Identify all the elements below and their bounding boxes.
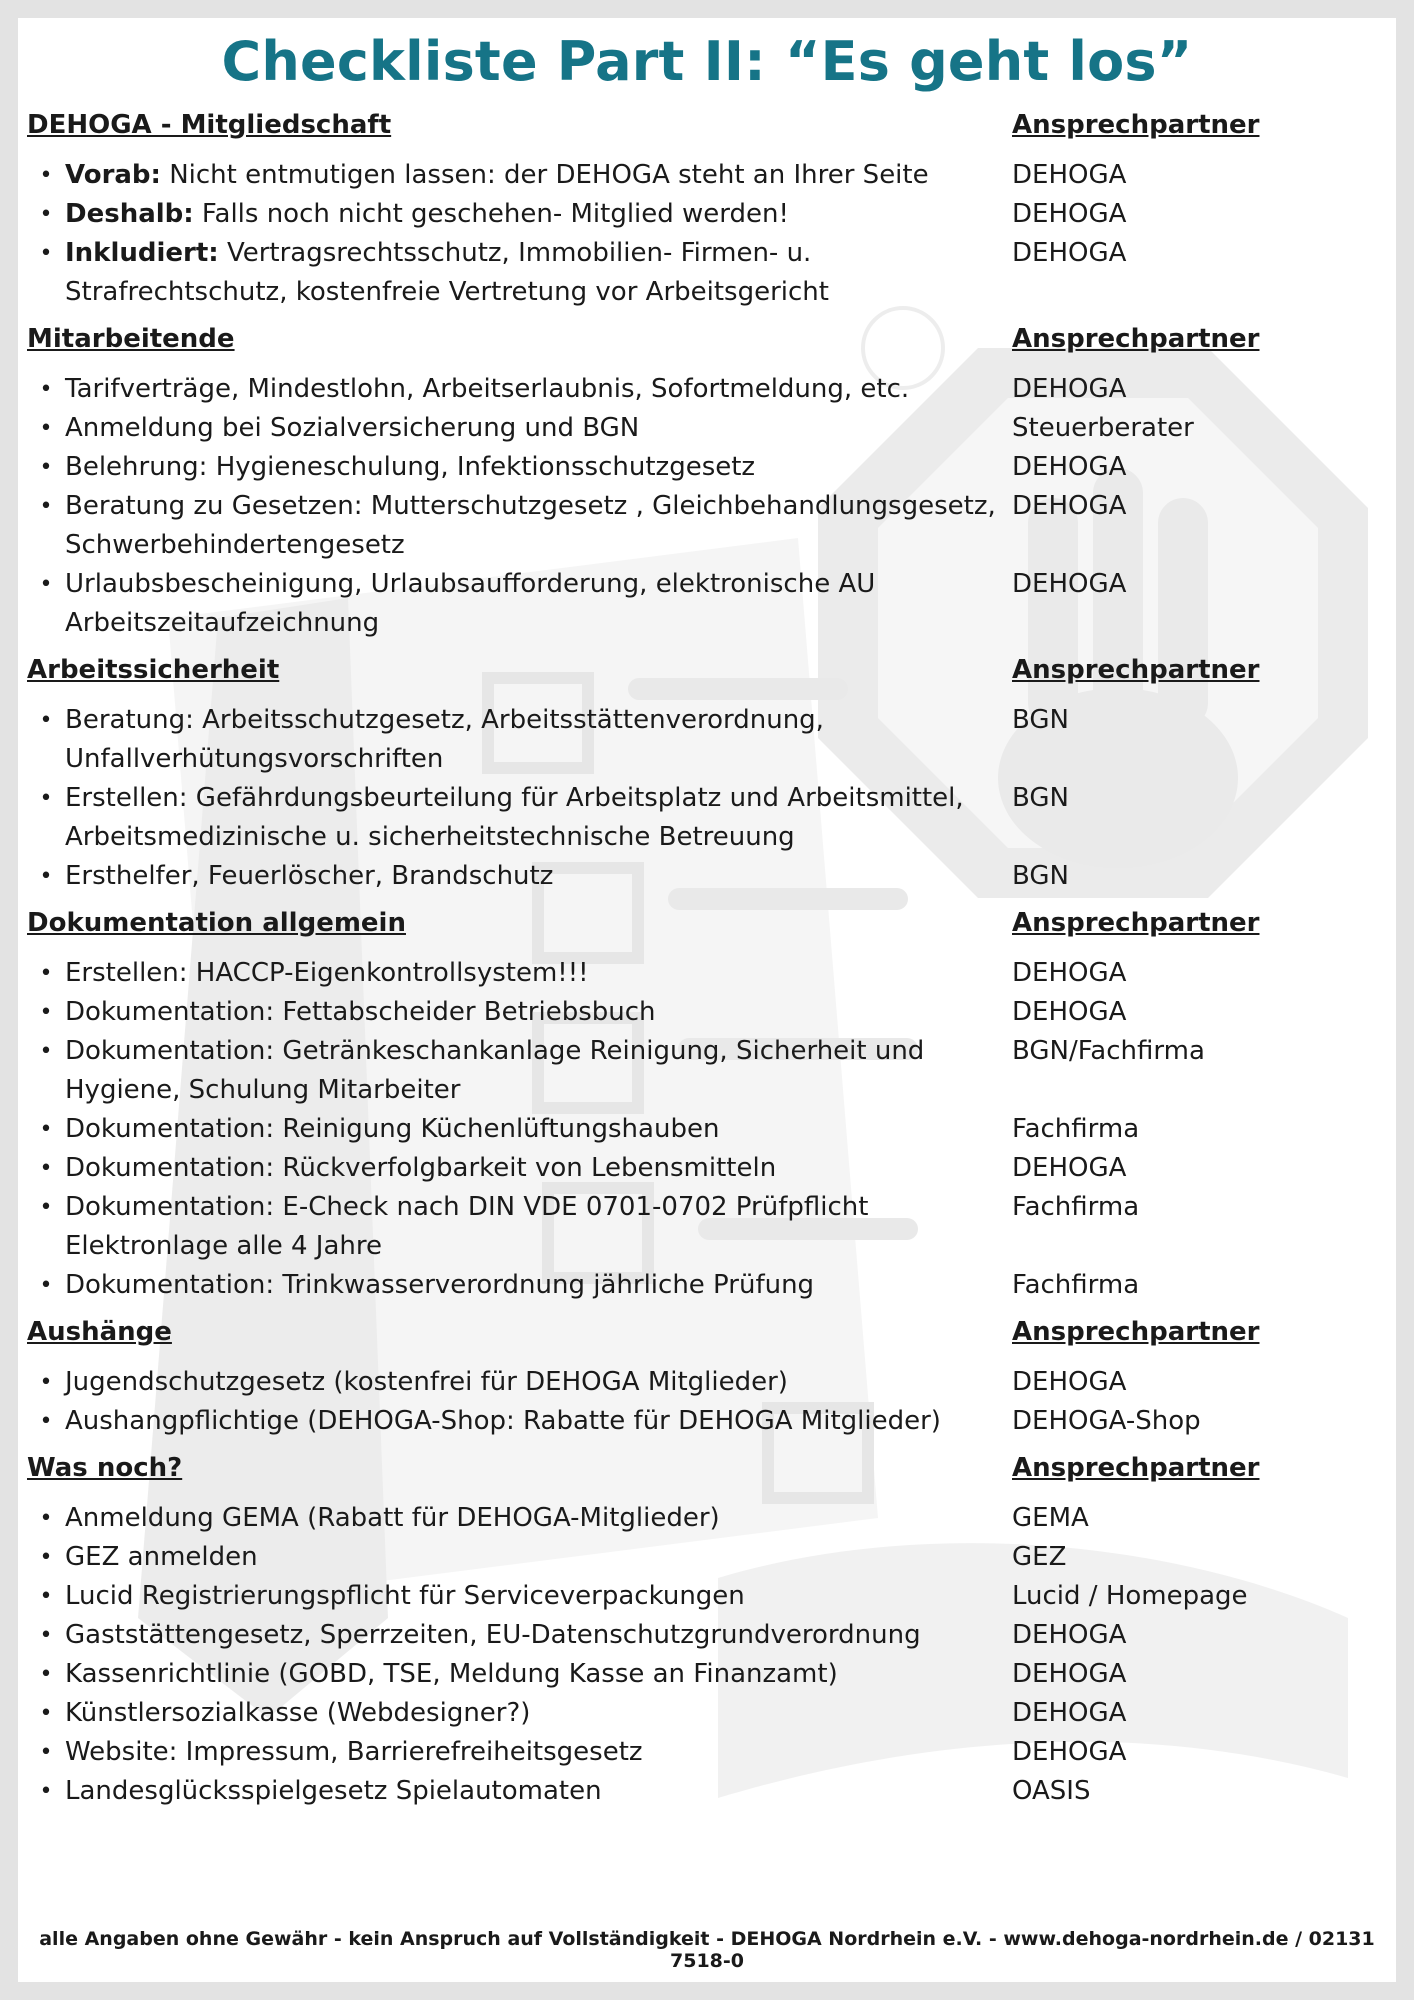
item-contact: Fachfirma <box>1012 1192 1140 1222</box>
bullet-dot-icon: • <box>39 1623 53 1648</box>
item-text <box>65 1577 1012 1616</box>
item-description: Vertragsrechtsschutz, Immobilien- Firmen- u. Strafrechtschutz, kostenfreie Vertretung vor Arbeitsgericht <box>65 238 829 307</box>
item-contact: DEHOGA <box>1012 997 1127 1027</box>
item-description: Aushangpflichtige (DEHOGA-Shop: Rabatte für DEHOGA Mitglieder) <box>65 1406 941 1436</box>
item-contact: Steuerberater <box>1012 413 1194 443</box>
bullet-dot-icon: • <box>39 1370 53 1395</box>
item-contact: DEHOGA <box>1012 1367 1127 1397</box>
item-description: Beratung zu Gesetzen: Mutterschutzgesetz , Gleichbehandlungsgesetz, Schwerbehindertengesetz <box>65 491 996 560</box>
item-contact: BGN/Fachfirma <box>1012 1036 1205 1066</box>
bullet-dot-icon: • <box>39 377 53 402</box>
item-text <box>65 1694 1012 1733</box>
item-contact: OASIS <box>1012 1776 1091 1806</box>
bullet-dot-icon: • <box>39 1117 53 1142</box>
bullet-dot-icon: • <box>39 1584 53 1609</box>
item-contact: DEHOGA <box>1012 238 1127 268</box>
section-heading: Dokumentation allgemein <box>27 908 406 938</box>
contact-column-heading: Ansprechpartner <box>1012 1453 1260 1483</box>
item-description: Landesglücksspielgesetz Spielautomaten <box>65 1776 602 1806</box>
checklist-item <box>27 1499 1387 1538</box>
item-text <box>65 1733 1012 1772</box>
bullet-dot-icon: • <box>39 455 53 480</box>
item-text <box>65 1616 1012 1655</box>
checklist-item <box>27 1266 1387 1305</box>
item-contact: BGN <box>1012 705 1069 735</box>
contact-column-heading: Ansprechpartner <box>1012 655 1260 685</box>
section <box>27 320 1387 643</box>
item-description: Falls noch nicht geschehen- Mitglied werden! <box>193 199 789 229</box>
bullet-dot-icon: • <box>39 202 53 227</box>
item-text <box>65 1655 1012 1694</box>
item-description: Künstlersozialkasse (Webdesigner?) <box>65 1698 531 1728</box>
checklist-item <box>27 565 1387 643</box>
item-contact: GEZ <box>1012 1542 1067 1572</box>
item-description: Tarifverträge, Mindestlohn, Arbeitserlaubnis, Sofortmeldung, etc. <box>65 374 910 404</box>
checklist-page <box>18 18 1396 1982</box>
item-description: Dokumentation: Trinkwasserverordnung jährliche Prüfung <box>65 1270 815 1300</box>
section-header <box>27 320 1387 358</box>
item-description: Dokumentation: Reinigung Küchenlüftungshauben <box>65 1114 720 1144</box>
contact-column-heading: Ansprechpartner <box>1012 1317 1260 1347</box>
item-contact: GEMA <box>1012 1503 1089 1533</box>
item-contact: DEHOGA <box>1012 374 1127 404</box>
item-description: Beratung: Arbeitsschutzgesetz, Arbeitsstättenverordnung, Unfallverhütungsvorschriften <box>65 705 824 774</box>
item-contact: Fachfirma <box>1012 1270 1140 1300</box>
item-contact: DEHOGA <box>1012 452 1127 482</box>
item-text <box>65 1363 1012 1402</box>
bullet-dot-icon: • <box>39 1000 53 1025</box>
checklist-item <box>27 1188 1387 1266</box>
contact-column-heading: Ansprechpartner <box>1012 908 1260 938</box>
item-description: Website: Impressum, Barrierefreiheitsgesetz <box>65 1737 643 1767</box>
item-text <box>65 1032 1012 1110</box>
bullet-dot-icon: • <box>39 1273 53 1298</box>
bullet-dot-icon: • <box>39 163 53 188</box>
item-description: Urlaubsbescheinigung, Urlaubsaufforderung, elektronische AU Arbeitszeitaufzeichnung <box>65 569 876 638</box>
bullet-dot-icon: • <box>39 416 53 441</box>
checklist-item <box>27 954 1387 993</box>
bullet-dot-icon: • <box>39 1701 53 1726</box>
item-text <box>65 1538 1012 1577</box>
checklist-items <box>27 370 1387 643</box>
item-description: GEZ anmelden <box>65 1542 258 1572</box>
checklist-item <box>27 1402 1387 1441</box>
item-description: Anmeldung bei Sozialversicherung und BGN <box>65 413 640 443</box>
item-text <box>65 409 1012 448</box>
item-text <box>65 1772 1012 1811</box>
item-prefix: Inkludiert: <box>65 238 219 268</box>
sections-container <box>27 106 1387 1811</box>
item-description: Kassenrichtlinie (GOBD, TSE, Meldung Kasse an Finanzamt) <box>65 1659 838 1689</box>
checklist-item <box>27 993 1387 1032</box>
bullet-dot-icon: • <box>39 1156 53 1181</box>
item-description: Belehrung: Hygieneschulung, Infektionsschutzgesetz <box>65 452 756 482</box>
item-description: Dokumentation: Fettabscheider Betriebsbuch <box>65 997 656 1027</box>
page-title: Checkliste Part II: “Es geht los” <box>221 30 1193 93</box>
item-text <box>65 1499 1012 1538</box>
item-description: Dokumentation: Rückverfolgbarkeit von Lebensmitteln <box>65 1153 777 1183</box>
section <box>27 106 1387 312</box>
item-text <box>65 448 1012 487</box>
item-text <box>65 993 1012 1032</box>
item-contact: DEHOGA <box>1012 1153 1127 1183</box>
section-heading: DEHOGA - Mitgliedschaft <box>27 110 392 140</box>
bullet-dot-icon: • <box>39 1662 53 1687</box>
item-description: Lucid Registrierungspflicht für Serviceverpackungen <box>65 1581 745 1611</box>
item-contact: BGN <box>1012 783 1069 813</box>
bullet-dot-icon: • <box>39 1039 53 1064</box>
checklist-item <box>27 1655 1387 1694</box>
item-description: Nicht entmutigen lassen: der DEHOGA steht an Ihrer Seite <box>160 160 929 190</box>
item-text <box>65 1149 1012 1188</box>
checklist-item <box>27 779 1387 857</box>
bullet-dot-icon: • <box>39 864 53 889</box>
item-description: Ersthelfer, Feuerlöscher, Brandschutz <box>65 861 554 891</box>
bullet-dot-icon: • <box>39 708 53 733</box>
checklist-items <box>27 954 1387 1305</box>
item-text <box>65 1266 1012 1305</box>
bullet-dot-icon: • <box>39 1195 53 1220</box>
item-contact: DEHOGA <box>1012 958 1127 988</box>
item-text <box>65 1188 1012 1266</box>
item-contact: DEHOGA <box>1012 1737 1127 1767</box>
item-contact: Lucid / Homepage <box>1012 1581 1248 1611</box>
section-heading: Was noch? <box>27 1453 183 1483</box>
item-description: Erstellen: HACCP-Eigenkontrollsystem!!! <box>65 958 589 988</box>
section-header <box>27 1313 1387 1351</box>
item-prefix: Vorab: <box>65 160 161 190</box>
checklist-item <box>27 156 1387 195</box>
checklist-item <box>27 1577 1387 1616</box>
checklist-item <box>27 1149 1387 1188</box>
checklist-item <box>27 1538 1387 1577</box>
bullet-dot-icon: • <box>39 786 53 811</box>
section-header <box>27 1449 1387 1487</box>
item-description: Gaststättengesetz, Sperrzeiten, EU-Datenschutzgrundverordnung <box>65 1620 921 1650</box>
item-contact: DEHOGA <box>1012 1620 1127 1650</box>
item-contact: DEHOGA <box>1012 160 1127 190</box>
checklist-item <box>27 448 1387 487</box>
checklist-item <box>27 370 1387 409</box>
bullet-dot-icon: • <box>39 1545 53 1570</box>
checklist-item <box>27 487 1387 565</box>
item-contact: Fachfirma <box>1012 1114 1140 1144</box>
item-text <box>65 487 1012 565</box>
item-text <box>65 234 1012 312</box>
item-text <box>65 370 1012 409</box>
contact-column-heading: Ansprechpartner <box>1012 110 1260 140</box>
page-content <box>18 18 1396 1811</box>
section <box>27 1449 1387 1811</box>
checklist-items <box>27 701 1387 896</box>
checklist-items <box>27 156 1387 312</box>
item-text <box>65 701 1012 779</box>
checklist-item <box>27 1363 1387 1402</box>
bullet-dot-icon: • <box>39 1779 53 1804</box>
item-contact: DEHOGA <box>1012 1698 1127 1728</box>
item-description: Dokumentation: Getränkeschankanlage Reinigung, Sicherheit und Hygiene, Schulung Mitarbeiter <box>65 1036 925 1105</box>
bullet-dot-icon: • <box>39 494 53 519</box>
checklist-item <box>27 409 1387 448</box>
item-text <box>65 954 1012 993</box>
checklist-items <box>27 1363 1387 1441</box>
bullet-dot-icon: • <box>39 1506 53 1531</box>
section-header <box>27 106 1387 144</box>
section-heading: Mitarbeitende <box>27 324 235 354</box>
section <box>27 904 1387 1305</box>
checklist-item <box>27 1032 1387 1110</box>
section-heading: Aushänge <box>27 1317 172 1347</box>
checklist-item <box>27 234 1387 312</box>
checklist-item <box>27 701 1387 779</box>
item-text <box>65 565 1012 643</box>
item-text <box>65 1110 1012 1149</box>
checklist-item <box>27 1694 1387 1733</box>
footer-disclaimer: alle Angaben ohne Gewähr - kein Anspruch auf Vollständigkeit - DEHOGA Nordrhein e.V. - www.dehoga-nordrhein.de / 02131 7518-0 <box>39 1928 1375 1972</box>
item-text <box>65 779 1012 857</box>
item-description: Dokumentation: E-Check nach DIN VDE 0701-0702 Prüfpflicht Elektronlage alle 4 Jahre <box>65 1192 869 1261</box>
bullet-dot-icon: • <box>39 961 53 986</box>
section-header <box>27 904 1387 942</box>
item-text <box>65 156 1012 195</box>
checklist-item <box>27 857 1387 896</box>
item-contact: DEHOGA <box>1012 569 1127 599</box>
checklist-item <box>27 1110 1387 1149</box>
bullet-dot-icon: • <box>39 241 53 266</box>
section-header <box>27 651 1387 689</box>
item-contact: DEHOGA-Shop <box>1012 1406 1201 1436</box>
section-heading: Arbeitssicherheit <box>27 655 280 685</box>
item-text <box>65 857 1012 896</box>
bullet-dot-icon: • <box>39 572 53 597</box>
checklist-item <box>27 1616 1387 1655</box>
section <box>27 1313 1387 1441</box>
item-contact: DEHOGA <box>1012 491 1127 521</box>
bullet-dot-icon: • <box>39 1409 53 1434</box>
contact-column-heading: Ansprechpartner <box>1012 324 1260 354</box>
bullet-dot-icon: • <box>39 1740 53 1765</box>
section <box>27 651 1387 896</box>
item-contact: BGN <box>1012 861 1069 891</box>
item-description: Jugendschutzgesetz (kostenfrei für DEHOGA Mitglieder) <box>65 1367 788 1397</box>
item-contact: DEHOGA <box>1012 199 1127 229</box>
item-prefix: Deshalb: <box>65 199 194 229</box>
item-description: Anmeldung GEMA (Rabatt für DEHOGA-Mitglieder) <box>65 1503 720 1533</box>
item-text <box>65 1402 1012 1441</box>
checklist-items <box>27 1499 1387 1811</box>
item-text <box>65 195 1012 234</box>
checklist-item <box>27 1772 1387 1811</box>
checklist-item <box>27 1733 1387 1772</box>
item-description: Erstellen: Gefährdungsbeurteilung für Arbeitsplatz und Arbeitsmittel, Arbeitsmedizinische u. sicherheitstechnische Betreuung <box>65 783 964 852</box>
item-contact: DEHOGA <box>1012 1659 1127 1689</box>
checklist-item <box>27 195 1387 234</box>
